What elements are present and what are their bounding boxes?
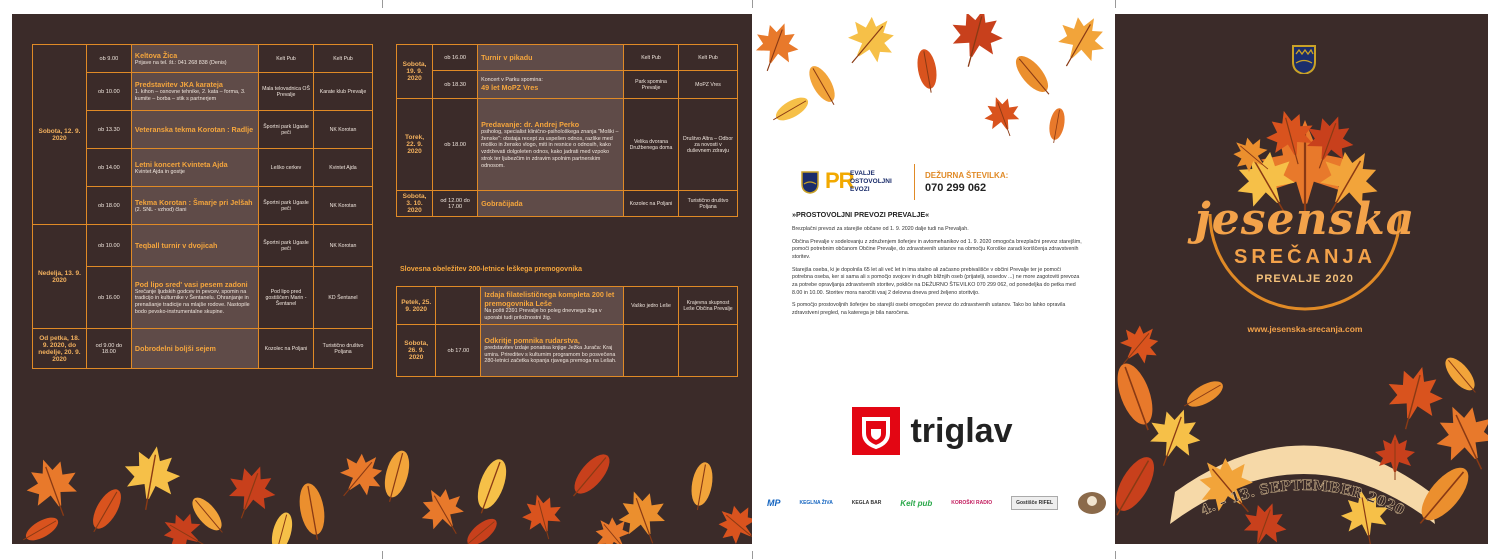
event-organizer: NK Korotan bbox=[314, 225, 373, 267]
event-description: 1. kihon – osnovne tehnike, 2. kata – forma, 3. kumite – borba – stik s partnerjem bbox=[134, 89, 246, 102]
schedule-event bbox=[481, 287, 624, 325]
schedule-row bbox=[397, 45, 738, 71]
prevozi-banner bbox=[792, 162, 1082, 202]
event-location: Kelt Pub bbox=[259, 45, 314, 73]
divider bbox=[914, 164, 915, 200]
cover-title: jesenska bbox=[1194, 194, 1416, 245]
event-location: Kozolec na Poljani bbox=[259, 329, 314, 369]
event-location: Vaško jedro Leše bbox=[624, 287, 679, 325]
event-organizer: NK Korotan bbox=[314, 111, 373, 149]
transport-panel bbox=[752, 14, 1115, 544]
triglav-wordmark: triglav bbox=[910, 411, 1013, 450]
sponsor-logo: Kelt pub bbox=[900, 498, 933, 508]
schedule-table-left bbox=[32, 44, 373, 369]
event-location: Športni park Ugasle peči bbox=[259, 111, 314, 149]
schedule-event bbox=[481, 325, 624, 377]
oak-leaf-icon bbox=[688, 461, 716, 512]
schedule-row bbox=[397, 191, 738, 217]
oak-leaf-icon bbox=[267, 510, 296, 544]
event-title: Predavanje: dr. Andrej Perko bbox=[481, 119, 580, 129]
schedule-day: Sobota, 19. 9. 2020 bbox=[397, 45, 433, 99]
event-location: Kelt Pub bbox=[624, 45, 679, 71]
event-location: Kozolec na Poljani bbox=[624, 191, 679, 217]
schedule-time: ob 18.00 bbox=[433, 99, 478, 191]
schedule-time: ob 10.00 bbox=[86, 73, 131, 111]
maple-leaf-icon bbox=[412, 479, 475, 544]
sponsor-emblem-icon bbox=[1077, 491, 1107, 515]
triglav-icon bbox=[852, 407, 900, 455]
event-description: Koncert v Parku spomina: bbox=[481, 76, 543, 83]
event-location: Leško cerkev bbox=[259, 149, 314, 187]
schedule-event bbox=[131, 111, 258, 149]
maple-leaf-icon bbox=[834, 14, 906, 78]
oak-leaf-icon bbox=[1440, 353, 1482, 398]
event-title: Dobrodelni boljši sejem bbox=[134, 344, 216, 353]
oak-leaf-icon bbox=[85, 485, 126, 537]
logo-line: EVOZI bbox=[850, 186, 870, 193]
cover-place-year: PREVALJE 2020 bbox=[1256, 273, 1354, 285]
event-organizer: Krajevna skupnost Leše Občina Prevalje bbox=[679, 287, 738, 325]
schedule-row bbox=[397, 71, 738, 99]
transport-body bbox=[792, 226, 1082, 323]
event-location bbox=[624, 325, 679, 377]
schedule-event bbox=[478, 99, 624, 191]
schedule-time: ob 17.00 bbox=[436, 325, 481, 377]
sponsor-logo: KEGLNA ŽIVA bbox=[799, 500, 833, 506]
event-title: Letni koncert Kvinteta Ajda bbox=[134, 159, 228, 169]
svg-text:4. – 13. SEPTEMBER 2020 bbox=[1198, 478, 1407, 519]
oak-leaf-icon bbox=[460, 514, 501, 544]
schedule-time: ob 16.00 bbox=[86, 267, 131, 329]
crop-mark bbox=[382, 0, 383, 8]
triglav-logo bbox=[852, 407, 1013, 455]
event-organizer: MoPZ Vres bbox=[679, 71, 738, 99]
schedule-time: ob 18.30 bbox=[433, 71, 478, 99]
schedule-table-right-bottom bbox=[396, 286, 738, 377]
schedule-row bbox=[397, 99, 738, 191]
schedule-day: Od petka, 18. 9. 2020, do nedelje, 20. 9. 2020 bbox=[33, 329, 87, 369]
schedule-day: Sobota, 12. 9. 2020 bbox=[33, 45, 87, 225]
event-organizer bbox=[679, 325, 738, 377]
schedule-time: ob 10.00 bbox=[86, 225, 131, 267]
event-description: predstavitev izdaje ponatisa knjige Ježka Jurača: Kraj umira. Prireditev s kulturnim programom bo posvečena 280-letnici začetka kopanja rjavega premoga na Lešah. bbox=[484, 344, 617, 365]
event-title: Pod lipo sred' vasi pesem zadoni bbox=[134, 279, 248, 289]
event-title: Tekma Korotan : Šmarje pri Jelšah bbox=[134, 197, 253, 207]
schedule-time: od 9.00 do 18.00 bbox=[86, 329, 131, 369]
event-organizer: Turistično društvo Poljana bbox=[314, 329, 373, 369]
schedule-panel-right bbox=[382, 14, 752, 544]
maple-leaf-icon bbox=[19, 451, 88, 525]
logo-line: EVALJE bbox=[850, 170, 875, 177]
event-description: (2. SNL - vzhod) člani bbox=[134, 206, 187, 213]
event-title: Veteranska tekma Korotan : Radlje bbox=[134, 125, 254, 134]
event-title: Keltova Žica bbox=[134, 50, 178, 60]
schedule-time: ob 14.00 bbox=[86, 149, 131, 187]
event-organizer: Karate klub Prevalje bbox=[314, 73, 373, 111]
schedule-event bbox=[478, 191, 624, 217]
maple-leaf-icon bbox=[979, 91, 1027, 142]
schedule-event bbox=[131, 73, 258, 111]
coat-of-arms-icon bbox=[800, 170, 820, 194]
oak-leaf-icon bbox=[769, 93, 811, 127]
sponsor-logos bbox=[767, 489, 1107, 517]
event-location: Pod lipo pred gostiščem Marin - Šentanel bbox=[259, 267, 314, 329]
event-location: Velika dvorana Družbenega doma bbox=[624, 99, 679, 191]
maple-leaf-icon bbox=[752, 16, 805, 79]
schedule-event bbox=[131, 225, 258, 267]
oak-leaf-icon bbox=[1010, 51, 1056, 101]
autumn-leaves-decoration bbox=[12, 414, 382, 544]
oak-leaf-icon bbox=[804, 62, 842, 109]
schedule-time: od 12.00 do 17.00 bbox=[433, 191, 478, 217]
event-title: Izdaja filatelističnega kompleta 200 let premogovnika Leše bbox=[484, 289, 615, 308]
event-organizer: Kelt Pub bbox=[679, 45, 738, 71]
logo-pr: PR bbox=[825, 168, 854, 193]
schedule-day: Sobota, 3. 10. 2020 bbox=[397, 191, 433, 217]
schedule-event bbox=[131, 187, 258, 225]
event-description: psiholog, specialist klinično-psihološkega znanja "Moški – ženske": obstaja recept za uspešen odnos, razlike med moško in žensko vlogo, miti in resnice o odnosih, kako vzdrževati dolgoleten odnos, kako jadrati med vzpoko strok ter ljubezčim in zdravim spolnim partnerskim odnosom. bbox=[481, 128, 619, 169]
section-heading: Slovesna obeležitev 200-letnice leškega premogovnika bbox=[400, 266, 583, 273]
schedule-time bbox=[436, 287, 481, 325]
maple-leaf-icon bbox=[518, 490, 569, 544]
schedule-row bbox=[33, 329, 373, 369]
event-organizer: NK Korotan bbox=[314, 187, 373, 225]
schedule-event bbox=[478, 71, 624, 99]
oak-leaf-icon bbox=[382, 448, 414, 505]
event-location: Športni park Ugasle peči bbox=[259, 225, 314, 267]
paragraph: Občina Prevalje v sodelovanju z združenjem šoferjev in avtomehanikov od 1. 9. 2020 omogoča brezplačni prevoz starejšim, pomoči potrebnim občanom Občine Prevalje, do zdravstvenih ustanov na območju Koroške zaradi koriščenja zdravstvenih storitev. bbox=[792, 238, 1082, 261]
maple-leaf-icon bbox=[1046, 14, 1115, 78]
schedule-table-right-top bbox=[396, 44, 738, 217]
event-location: Mala telovadnica OŠ Prevalje bbox=[259, 73, 314, 111]
schedule-time: ob 13.30 bbox=[86, 111, 131, 149]
oak-leaf-icon bbox=[296, 481, 329, 541]
schedule-time: ob 16.00 bbox=[433, 45, 478, 71]
schedule-time: ob 9.00 bbox=[86, 45, 131, 73]
schedule-panel-left bbox=[12, 14, 382, 544]
cover-panel bbox=[1115, 14, 1488, 544]
oak-leaf-icon bbox=[1180, 376, 1227, 414]
autumn-leaves-decoration bbox=[752, 14, 1115, 144]
event-title: Turnir v pikadu bbox=[481, 53, 533, 62]
event-description: Prijave na tel. št.: 041 268 838 (Denis) bbox=[134, 59, 227, 66]
oak-leaf-icon bbox=[1047, 107, 1067, 144]
schedule-row bbox=[397, 287, 738, 325]
crop-mark bbox=[752, 0, 753, 8]
event-organizer: Turistično društvo Poljana bbox=[679, 191, 738, 217]
event-title: Odkritje pomnika rudarstva, bbox=[484, 335, 580, 345]
event-title: Predstavitev JKA karateja bbox=[134, 80, 223, 90]
event-title: Teqball turnir v dvojicah bbox=[134, 241, 218, 250]
event-location: Športni park Ugasle peči bbox=[259, 187, 314, 225]
event-title: 49 let MoPZ Vres bbox=[481, 83, 539, 93]
maple-leaf-icon bbox=[118, 442, 184, 515]
event-description: Kvintet Ajda in gostje bbox=[134, 168, 185, 175]
crop-mark bbox=[1115, 551, 1116, 559]
maple-leaf-icon bbox=[219, 458, 283, 526]
oak-leaf-icon bbox=[470, 456, 512, 518]
oak-leaf-icon bbox=[187, 493, 229, 538]
schedule-day: Torek, 22. 9. 2020 bbox=[397, 99, 433, 191]
maple-leaf-icon bbox=[943, 14, 1009, 73]
sponsor-logo: KEGLA BAR bbox=[851, 500, 882, 506]
schedule-day: Petek, 25. 9. 2020 bbox=[397, 287, 436, 325]
schedule-row bbox=[33, 45, 373, 73]
paragraph: S pomočjo prostovoljnih šoferjev bo starejši osebi omogočen prevoz do zdravstvenih ustanov. Tako bo lahko opravila zdravstveni pregled, na katerega je bila naročena. bbox=[792, 302, 1066, 317]
event-organizer: Kelt Pub bbox=[314, 45, 373, 73]
oak-leaf-icon bbox=[565, 449, 615, 503]
autumn-leaves-decoration bbox=[382, 414, 752, 544]
transport-title: »PROSTOVOLJNI PREVOZI PREVALJE« bbox=[792, 210, 930, 219]
maple-leaf-icon bbox=[327, 443, 382, 510]
event-organizer: KD Šentanel bbox=[314, 267, 373, 329]
event-location: Park spomina Prevalje bbox=[624, 71, 679, 99]
schedule-day: Sobota, 26. 9. 2020 bbox=[397, 325, 436, 377]
crop-mark bbox=[382, 551, 383, 559]
paragraph: Brezplačni prevozi za starejše občane od 1. 9. 2020 dalje tudi na Prevaljah. bbox=[792, 226, 969, 232]
event-organizer: Kvintet Ajda bbox=[314, 149, 373, 187]
hotline-number: 070 299 062 bbox=[925, 182, 987, 194]
schedule-event bbox=[131, 149, 258, 187]
oak-leaf-icon bbox=[915, 48, 940, 94]
cover-dates: 4. – 13. SEPTEMBER 2020 bbox=[1198, 477, 1407, 520]
paragraph: Starejša oseba, ki je dopolnila 65 let ali več let in ima stalno ali začasno prebivališče v občini Prevalje ter je pomoči potrebna oseba, ker si sama ali s pomočjo svojcev in drugih bližnjih oseb (prijatelji, sosedov ...) ne more zagotoviti prevoza za potrebe opravljanja zdravstvenih storitev, pokliče na DEŽURNO ŠTEVILKO 070 299 062, od ponedeljka do petka med 8.00 in 10.00. Storitev mora naročiti vsaj 2 delovna dneva pred željeno storitvijo. bbox=[792, 266, 1080, 296]
crop-mark bbox=[1115, 0, 1116, 8]
sponsor-logo: MP bbox=[767, 498, 781, 508]
schedule-row bbox=[33, 225, 373, 267]
sponsor-logo: KOROŠKI RADIO bbox=[951, 500, 993, 506]
schedule-event bbox=[131, 329, 258, 369]
schedule-row bbox=[397, 325, 738, 377]
schedule-time: ob 18.00 bbox=[86, 187, 131, 225]
sponsor-logo: Gostišče RIFEL bbox=[1011, 496, 1058, 510]
cover-dates-arc bbox=[1115, 434, 1488, 544]
cover-website[interactable]: www.jesenska-srecanja.com bbox=[1247, 324, 1363, 334]
cover-subtitle: SREČANJA bbox=[1233, 246, 1377, 268]
crop-mark bbox=[752, 551, 753, 559]
maple-leaf-icon bbox=[1379, 360, 1450, 437]
schedule-day: Nedelja, 13. 9. 2020 bbox=[33, 225, 87, 329]
event-description: Na pošti 2391 Prevalje bo poleg dnevnega žiga v uporabi tudi priložnostni žig. bbox=[484, 307, 602, 321]
hotline-label: DEŽURNA ŠTEVILKA: bbox=[925, 171, 1009, 180]
event-title: Gobračijada bbox=[481, 199, 523, 208]
event-organizer: Društvo Altra – Odbor za novosti v duševnem zdravju bbox=[679, 99, 738, 191]
oak-leaf-icon bbox=[19, 513, 61, 544]
schedule-event bbox=[131, 267, 258, 329]
logo-line: OSTOVOLJNI bbox=[850, 178, 892, 185]
schedule-event bbox=[478, 45, 624, 71]
schedule-event bbox=[131, 45, 258, 73]
maple-leaf-icon bbox=[709, 496, 752, 544]
logo-text bbox=[850, 170, 892, 194]
event-description: Srečanje ljudskih godcev in pevcev, spomin na tradicijo in kulturnike v Šentanelu. Ohranjanje in prenašanje tradicije na mlajše rodove. Nastopile bodo pevsko-instrumentalne skupine. bbox=[134, 288, 250, 315]
